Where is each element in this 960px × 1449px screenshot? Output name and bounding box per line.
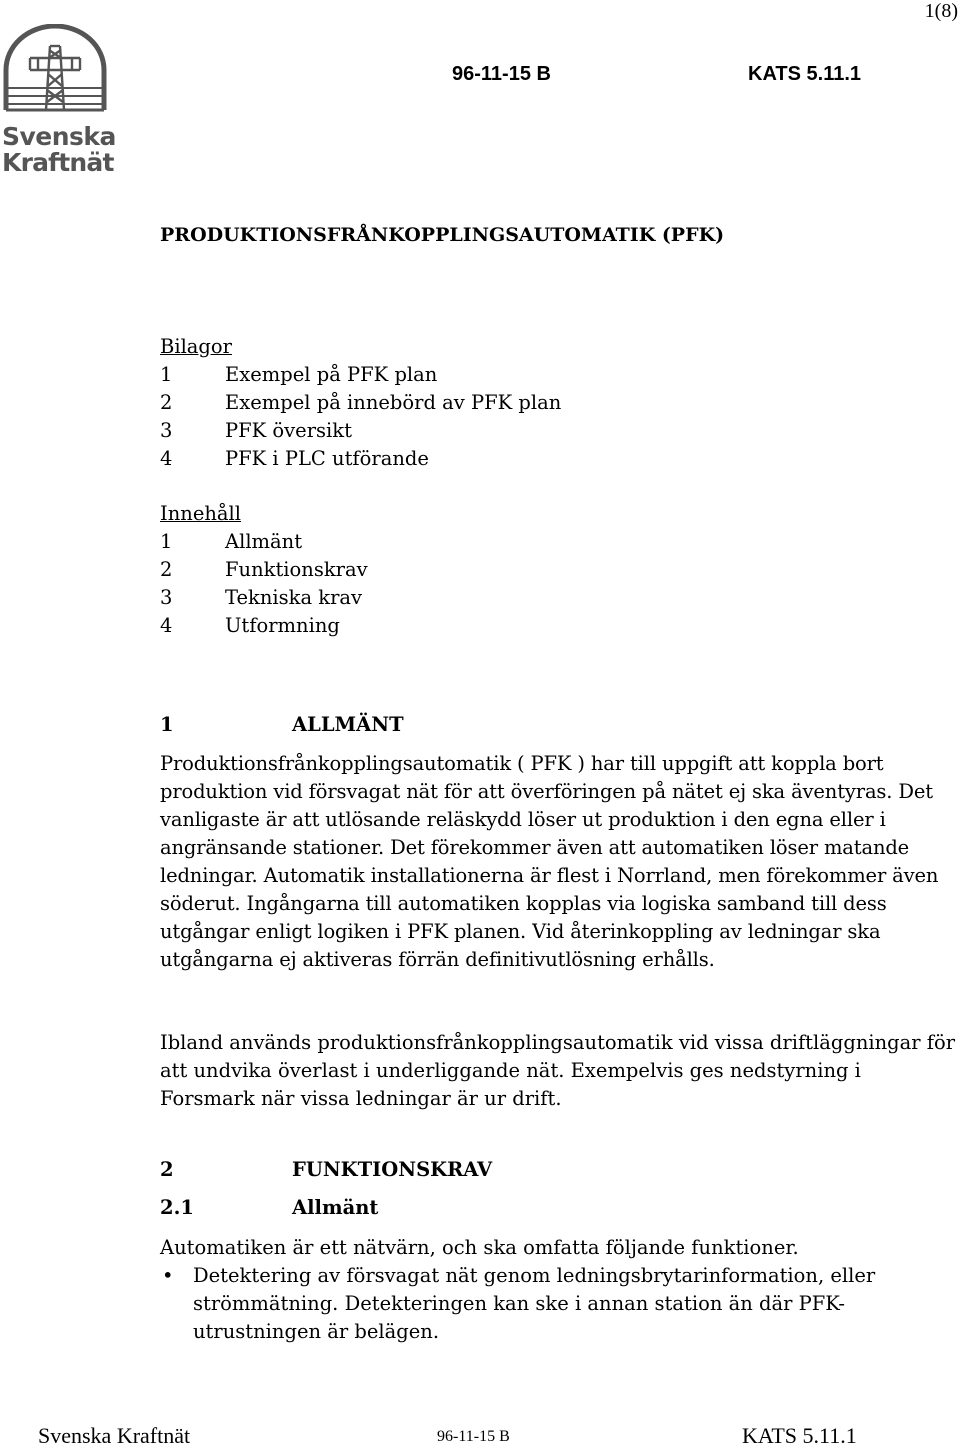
section-1-heading: 1 ALLMÄNT — [160, 713, 404, 736]
innehall-heading: Innehåll — [160, 502, 242, 525]
toc-item: 2 Funktionskrav — [160, 558, 368, 581]
page-number: 1(8) — [924, 0, 958, 22]
toc-item: 3 Tekniska krav — [160, 586, 363, 609]
toc-item: 4 Utformning — [160, 614, 340, 637]
toc-item: 1 Allmänt — [160, 530, 303, 553]
bilagor-heading: Bilagor — [160, 335, 232, 358]
header-doc-code: KATS 5.11.1 — [748, 63, 862, 85]
bilaga-item: 4 PFK i PLC utförande — [160, 447, 429, 470]
logo-text-line2: Kraftnät — [2, 148, 114, 177]
footer-doc-date: 96-11-15 B — [437, 1428, 510, 1445]
bilaga-item: 1 Exempel på PFK plan — [160, 363, 438, 386]
logo-text-line1: Svenska — [2, 122, 116, 151]
footer-org: Svenska Kraftnät — [38, 1423, 191, 1448]
svenska-kraftnat-logo — [0, 24, 116, 180]
header-doc-date: 96-11-15 B — [452, 63, 551, 85]
bilaga-item: 2 Exempel på innebörd av PFK plan — [160, 391, 562, 414]
bilaga-item: 3 PFK översikt — [160, 419, 352, 442]
section-2-heading: 2 FUNKTIONSKRAV — [160, 1158, 493, 1181]
footer-doc-code: KATS 5.11.1 — [742, 1423, 857, 1448]
section-1-paragraph-1: Produktionsfrånkopplingsautomatik ( PFK ) har till uppgift att koppla bort produktion vid försvagat nät för att överföringen på nätet ej ska äventyras. Det vanligaste är att utlösande reläskydd löser ut produktion i den egna eller i angränsande stationer. Det förekommer även att automatiken löser matande ledningar. Automatik installationerna är flest i Norrland, men förekommer även söderut. Ingångarna till automatiken kopplas via logiska samband till dess utgångar enligt logiken i PFK planen. Vid återinkoppling av ledningar ska utgångarna ej aktiveras förrän definitivutlösning erhålls. — [160, 752, 939, 971]
document-title: PRODUKTIONSFRÅNKOPPLINGSAUTOMATIK (PFK) — [160, 224, 725, 246]
section-1-paragraph-2: Ibland används produktionsfrånkopplingsautomatik vid vissa driftläggningar för att undvika överlast i underliggande nät. Exempelvis ges nedstyrning i Forsmark när vissa ledningar är ur drift. — [160, 1031, 956, 1110]
section-2-1-heading: 2.1 Allmänt — [160, 1196, 379, 1219]
bullet-icon: • — [162, 1264, 174, 1287]
section-2-1-intro: Automatiken är ett nätvärn, och ska omfatta följande funktioner. — [160, 1236, 799, 1259]
bullet-text: Detektering av försvagat nät genom ledningsbrytarinformation, eller strömmätning. Detekteringen kan ske i annan station än där PFK-utrustningen är belägen. — [193, 1264, 876, 1343]
